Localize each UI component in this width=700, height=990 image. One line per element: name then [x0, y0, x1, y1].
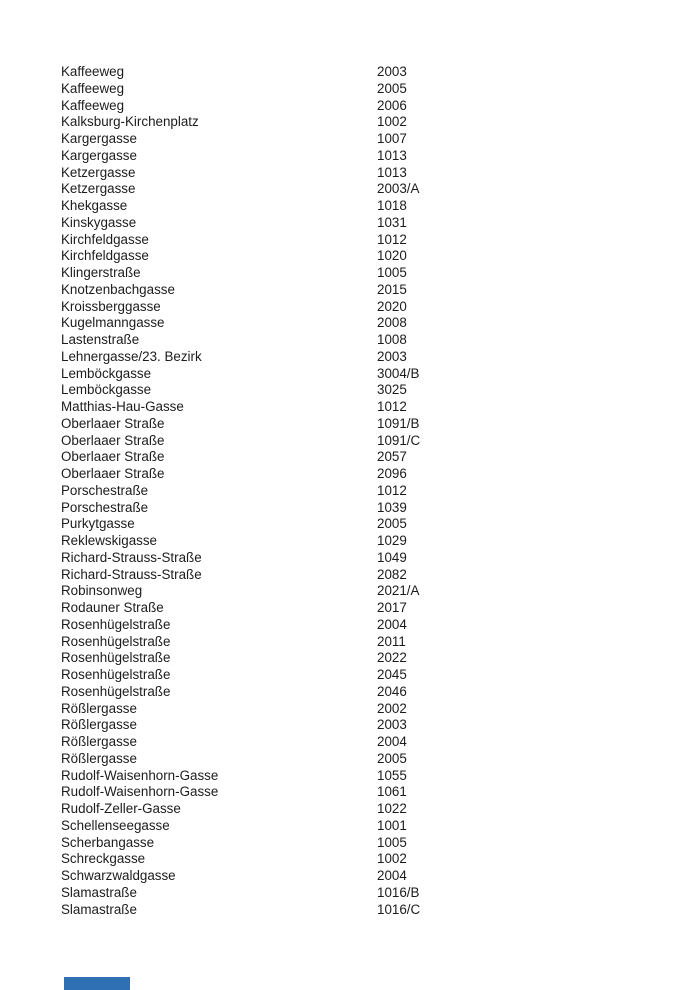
street-number: 1039 [377, 499, 407, 515]
street-name: Kaffeeweg [61, 80, 125, 96]
street-number: 1091/C [377, 432, 421, 448]
street-name: Rudolf-Waisenhorn-Gasse [61, 784, 219, 800]
street-name: Porschestraße [61, 482, 149, 498]
street-name: Robinsonweg [61, 583, 143, 599]
street-name: Klingerstraße [61, 265, 141, 280]
street-name: Ketzergasse [61, 181, 136, 197]
street-name: Kargergasse [61, 147, 137, 163]
list-item [61, 751, 680, 768]
list-item [61, 64, 680, 81]
list-item [61, 734, 680, 751]
list-item [61, 634, 680, 651]
street-name: Kugelmanngasse [61, 315, 165, 331]
street-name: Porschestraße [61, 499, 149, 515]
street-number: 2008 [377, 315, 407, 331]
street-name: Kinskygasse [61, 214, 137, 230]
street-name: Schwarzwaldgasse [61, 868, 176, 883]
street-number: 1005 [377, 834, 407, 850]
street-name: Schellenseegasse [61, 817, 170, 833]
street-number: 2020 [377, 298, 407, 314]
street-name: Oberlaaer Straße [61, 466, 165, 481]
street-name: Rudolf-Waisenhorn-Gasse [61, 767, 219, 783]
list-item [61, 349, 680, 366]
street-number: 2004 [377, 868, 407, 883]
street-name: Lemböckgasse [61, 382, 152, 398]
street-number: 1012 [377, 399, 407, 414]
list-item [61, 701, 680, 718]
list-item [61, 667, 680, 684]
street-name: Kirchfeldgasse [61, 248, 149, 264]
list-item [61, 366, 680, 383]
street-number: 1031 [377, 214, 407, 230]
street-number: 2011 [377, 633, 406, 649]
list-item [61, 902, 680, 919]
list-item [61, 382, 680, 399]
list-item [61, 567, 680, 584]
street-name: Khekgasse [61, 198, 128, 213]
street-number: 1005 [377, 265, 407, 280]
street-number: 1055 [377, 767, 407, 783]
street-name: Rößlergasse [61, 750, 137, 766]
list-item [61, 198, 680, 215]
list-item [61, 165, 680, 182]
street-number: 1002 [377, 851, 407, 867]
street-name: Rosenhügelstraße [61, 616, 171, 632]
list-item [61, 818, 680, 835]
street-name: Oberlaaer Straße [61, 415, 165, 431]
street-name: Kaffeeweg [61, 97, 125, 113]
list-item [61, 114, 680, 131]
list-item [61, 466, 680, 483]
street-name: Rosenhügelstraße [61, 667, 171, 682]
list-item [61, 332, 680, 349]
street-number: 2057 [377, 449, 407, 465]
street-name: Slamastraße [61, 901, 137, 917]
street-number: 1061 [377, 784, 407, 800]
street-name: Matthias-Hau-Gasse [61, 399, 184, 414]
street-number: 2003 [377, 64, 407, 79]
street-name: Rosenhügelstraße [61, 633, 171, 649]
footer-blue-bar [64, 977, 130, 990]
list-item [61, 868, 680, 885]
street-name: Slamastraße [61, 884, 137, 900]
street-number: 2015 [377, 281, 407, 297]
street-number: 1002 [377, 114, 407, 130]
street-number: 1008 [377, 332, 407, 347]
list-item [61, 851, 680, 868]
list-item [61, 516, 680, 533]
street-number: 1022 [377, 801, 407, 816]
street-number: 1020 [377, 248, 407, 264]
street-number: 2022 [377, 650, 407, 666]
list-item [61, 449, 680, 466]
list-item [61, 81, 680, 98]
street-name: Ketzergasse [61, 164, 136, 180]
street-name: Kalksburg-Kirchenplatz [61, 114, 199, 130]
list-item [61, 684, 680, 701]
street-name: Lemböckgasse [61, 365, 152, 381]
list-item [61, 433, 680, 450]
street-number: 2005 [377, 750, 407, 766]
street-number: 2017 [377, 600, 407, 615]
street-number: 2004 [377, 734, 407, 749]
list-item [61, 248, 680, 265]
street-number: 1012 [377, 482, 407, 498]
street-name: Kargergasse [61, 131, 137, 146]
street-number: 1013 [377, 147, 407, 163]
list-item [61, 717, 680, 734]
street-name: Rößlergasse [61, 700, 137, 716]
street-number: 2046 [377, 683, 407, 699]
list-item [61, 768, 680, 785]
street-name: Schreckgasse [61, 851, 146, 867]
street-name: Oberlaaer Straße [61, 449, 165, 465]
street-number: 2006 [377, 97, 407, 113]
list-item [61, 617, 680, 634]
street-name: Rosenhügelstraße [61, 683, 171, 699]
list-item [61, 181, 680, 198]
list-item [61, 98, 680, 115]
street-number: 1016/C [377, 901, 421, 917]
street-number: 2003/A [377, 181, 420, 197]
list-item [61, 148, 680, 165]
street-number: 2082 [377, 566, 407, 582]
street-name: Rodauner Straße [61, 600, 164, 615]
street-number: 2005 [377, 80, 407, 96]
list-item [61, 483, 680, 500]
street-name: Reklewskigasse [61, 533, 158, 548]
list-item [61, 500, 680, 517]
street-number: 3004/B [377, 365, 420, 381]
street-number: 1049 [377, 549, 407, 565]
list-item [61, 885, 680, 902]
street-name: Richard-Strauss-Straße [61, 566, 202, 582]
street-number: 2005 [377, 516, 407, 532]
street-name: Lehnergasse/23. Bezirk [61, 348, 202, 364]
list-item [61, 550, 680, 567]
street-name: Kroissberggasse [61, 298, 161, 314]
list-item [61, 600, 680, 617]
street-number: 1001 [377, 817, 407, 833]
street-number: 2045 [377, 667, 407, 682]
list-item [61, 784, 680, 801]
street-name: Lastenstraße [61, 332, 140, 347]
street-number: 1091/B [377, 415, 420, 431]
street-name: Oberlaaer Straße [61, 432, 165, 448]
street-name: Knotzenbachgasse [61, 281, 175, 297]
street-name: Rosenhügelstraße [61, 650, 171, 666]
list-item [61, 215, 680, 232]
street-number: 1018 [377, 198, 407, 213]
street-name: Purkytgasse [61, 516, 135, 532]
street-number: 1013 [377, 164, 407, 180]
street-name: Rößlergasse [61, 717, 137, 733]
street-number: 1016/B [377, 884, 420, 900]
street-number: 2021/A [377, 583, 420, 599]
street-name: Kirchfeldgasse [61, 231, 149, 247]
list-item [61, 131, 680, 148]
street-name: Scherbangasse [61, 834, 155, 850]
street-number: 2002 [377, 700, 407, 716]
street-name: Kaffeeweg [61, 64, 125, 79]
list-item [61, 299, 680, 316]
list-item [61, 801, 680, 818]
street-number: 1012 [377, 231, 407, 247]
list-item [61, 315, 680, 332]
street-number: 3025 [377, 382, 407, 398]
street-number: 1007 [377, 131, 407, 146]
street-name: Richard-Strauss-Straße [61, 549, 202, 565]
list-item [61, 399, 680, 416]
list-item [61, 533, 680, 550]
list-item [61, 232, 680, 249]
list-item [61, 416, 680, 433]
list-item [61, 835, 680, 852]
street-name: Rudolf-Zeller-Gasse [61, 801, 181, 816]
list-item [61, 265, 680, 282]
list-item [61, 650, 680, 667]
street-number: 2003 [377, 348, 407, 364]
street-name: Rößlergasse [61, 734, 137, 749]
list-item [61, 282, 680, 299]
list-item [61, 583, 680, 600]
street-number-list [61, 64, 680, 918]
street-number: 2096 [377, 466, 407, 481]
street-number: 2004 [377, 616, 407, 632]
street-number: 2003 [377, 717, 407, 733]
street-number: 1029 [377, 533, 407, 548]
